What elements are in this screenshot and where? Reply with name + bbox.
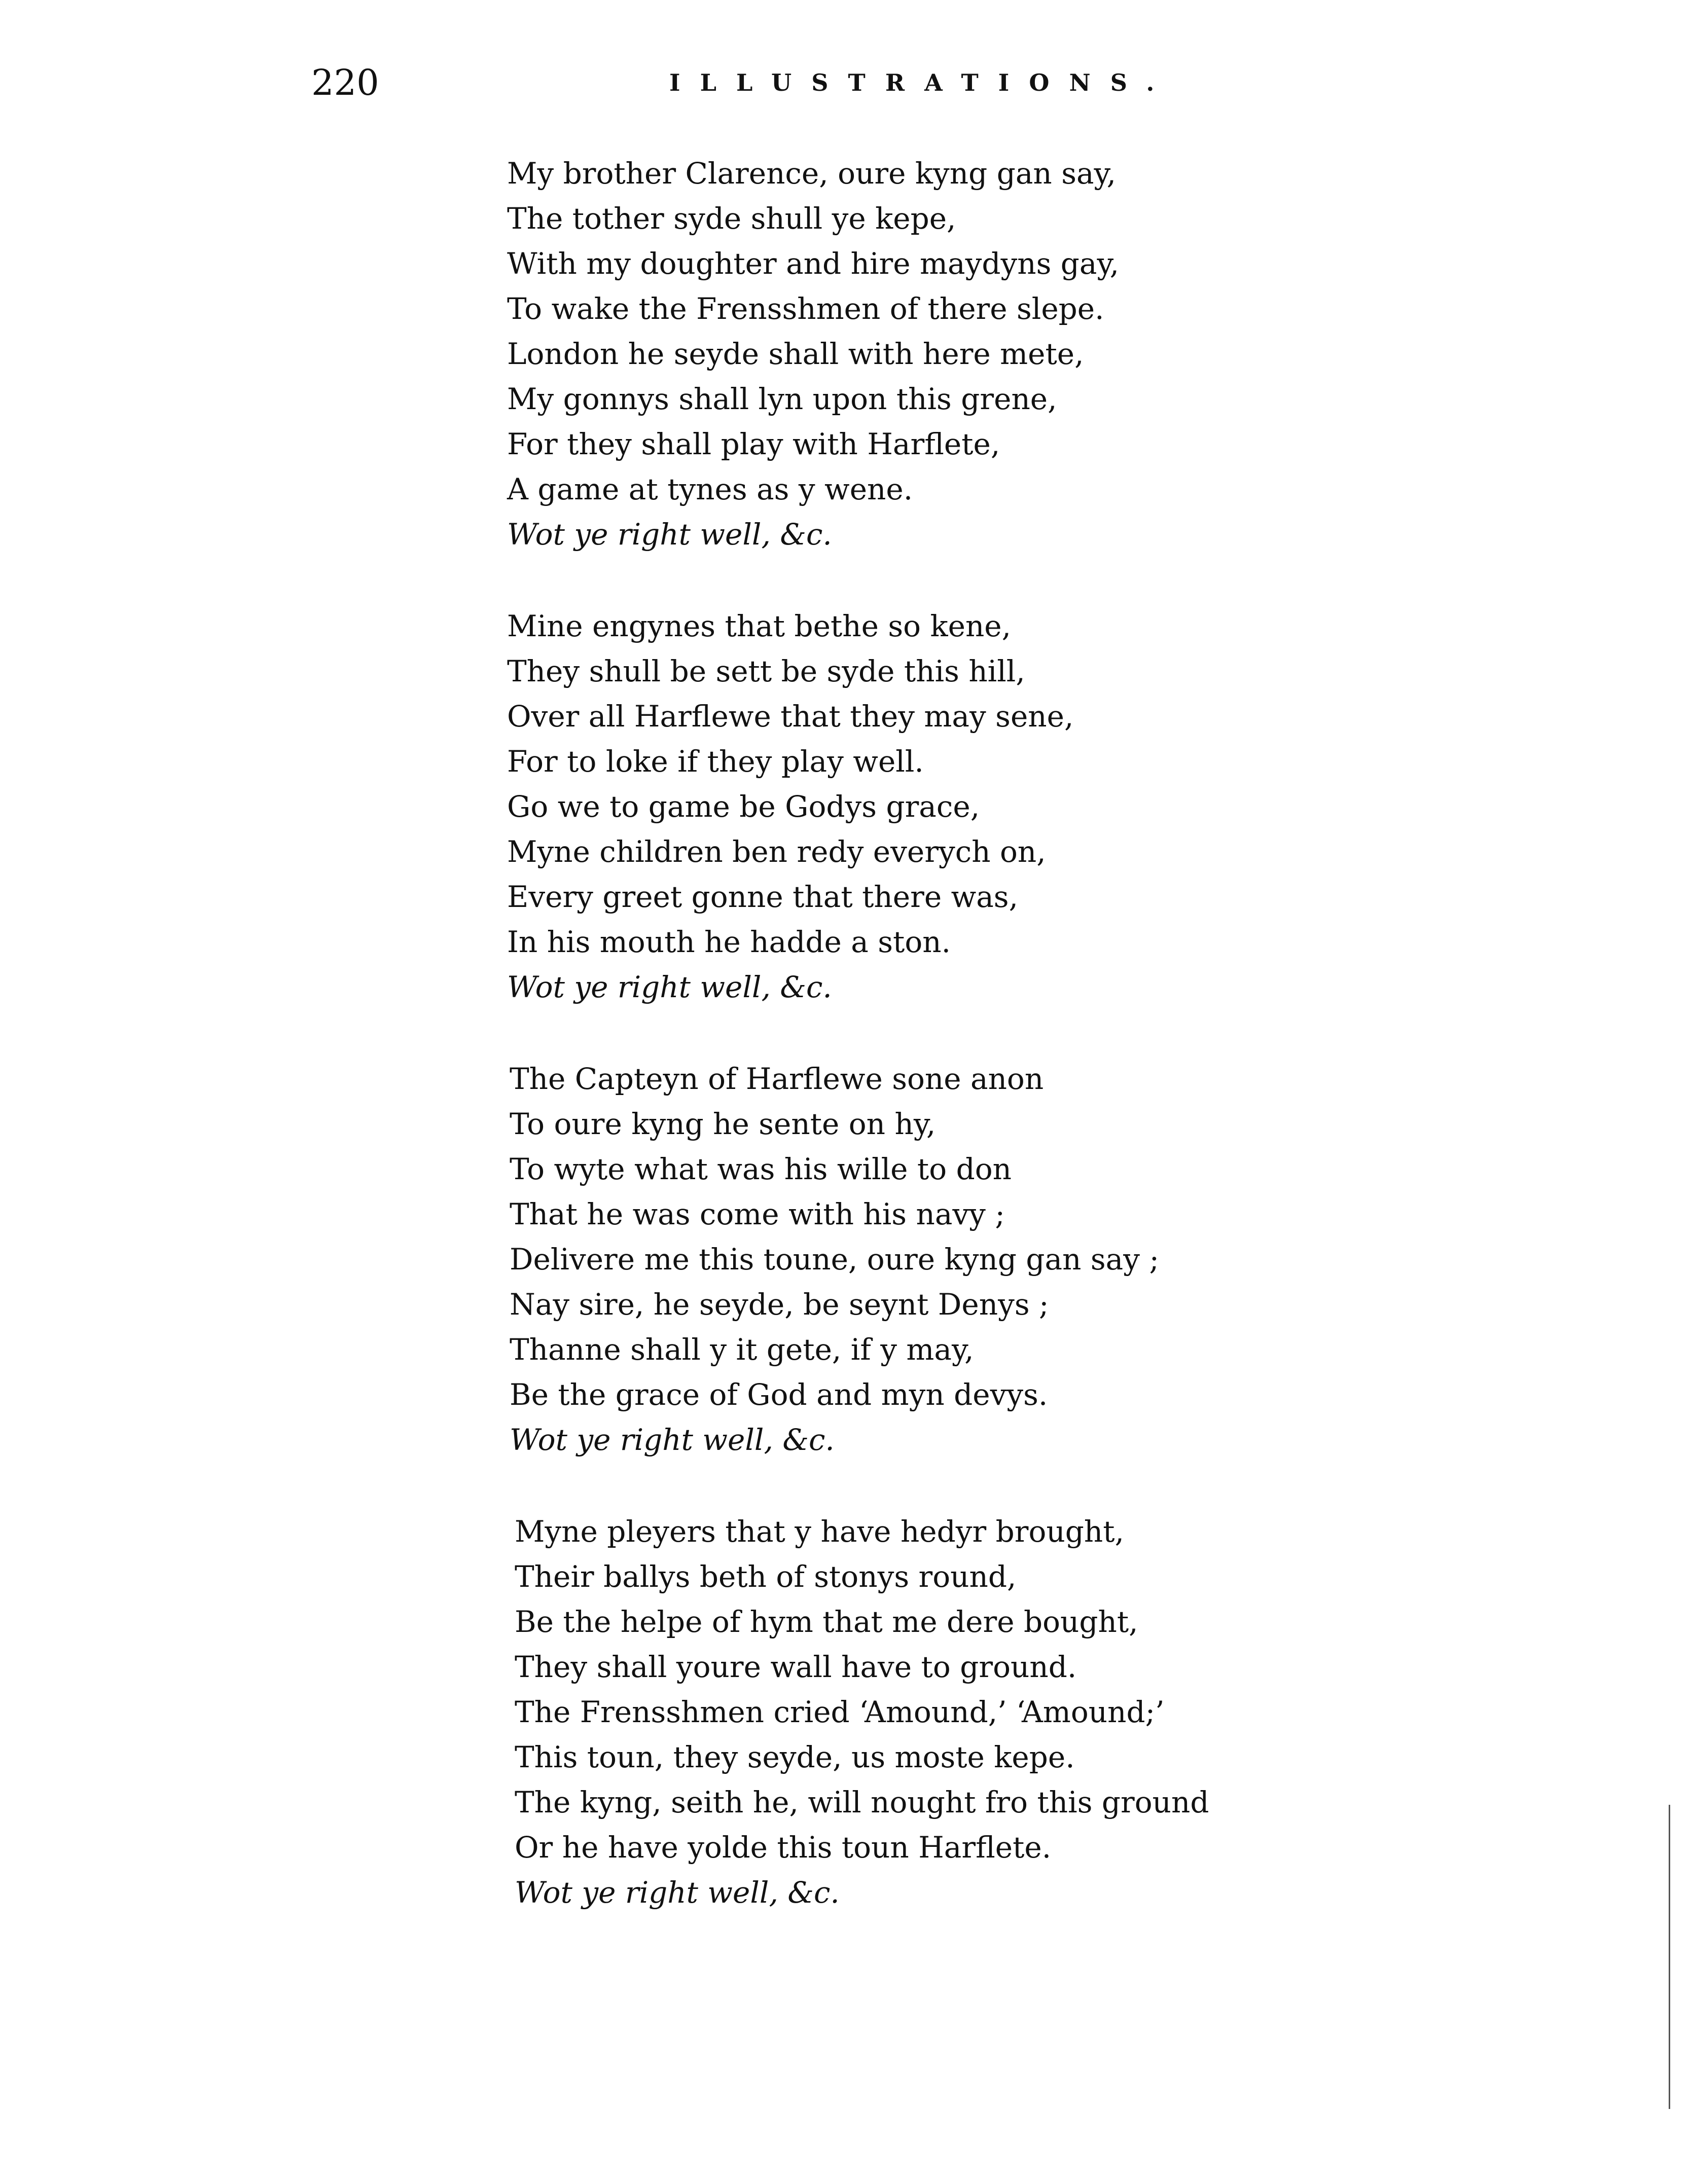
verse-line: Nay sire, he seyde, be seynt Denys ;	[510, 1287, 1049, 1322]
verse-line: That he was come with his navy ;	[510, 1197, 1005, 1231]
verse-line: To wyte what was his wille to don	[510, 1152, 1012, 1186]
verse-line: Delivere me this toune, oure kyng gan say ;	[510, 1242, 1159, 1277]
stanza-3	[510, 1057, 1692, 1463]
verse-line: The Frensshmen cried ‘Amound,’ ‘Amound;’	[515, 1695, 1165, 1729]
refrain-line: Wot ye right well, &c.	[507, 517, 832, 552]
page-number: 220	[311, 62, 379, 103]
verse-line: This toun, they seyde, us moste kepe.	[515, 1740, 1075, 1774]
verse-line: In his mouth he hadde a ston.	[507, 925, 951, 959]
refrain-line: Wot ye right well, &c.	[510, 1423, 835, 1457]
verse-line: The Capteyn of Harflewe sone anon	[510, 1062, 1044, 1096]
verse-line: The tother syde shull ye kepe,	[507, 201, 956, 236]
verse-line: My brother Clarence, oure kyng gan say,	[507, 156, 1117, 191]
verse-line: Myne pleyers that y have hedyr brought,	[515, 1514, 1125, 1549]
verse-line: They shull be sett be syde this hill,	[507, 654, 1025, 688]
verse-line: Over all Harflewe that they may sene,	[507, 699, 1074, 734]
verse-line: For they shall play with Harflete,	[507, 427, 1000, 461]
verse-line: Be the helpe of hym that me dere bought,	[515, 1605, 1138, 1639]
verse-line: To oure kyng he sente on hy,	[510, 1107, 936, 1141]
verse-line: Mine engynes that bethe so kene,	[507, 609, 1012, 643]
verse-line: They shall youre wall have to ground.	[515, 1650, 1077, 1684]
verse-line: Or he have yolde this toun Harflete.	[515, 1830, 1052, 1865]
poem	[0, 151, 1692, 1962]
verse-line: Myne children ben redy everych on,	[507, 834, 1046, 869]
verse-line: Go we to game be Godys grace,	[507, 789, 980, 824]
verse-line: London he seyde shall with here mete,	[507, 337, 1084, 371]
verse-line: The kyng, seith he, will nought fro this ground	[515, 1785, 1209, 1819]
verse-line: To wake the Frensshmen of there slepe.	[507, 292, 1104, 326]
verse-line: Thanne shall y it gete, if y may,	[510, 1332, 974, 1367]
refrain-line: Wot ye right well, &c.	[507, 970, 832, 1004]
verse-line: Be the grace of God and myn devys.	[510, 1377, 1048, 1412]
stanza-2	[507, 604, 1692, 1010]
running-title: ILLUSTRATIONS.	[669, 69, 1174, 96]
verse-line: Every greet gonne that there was,	[507, 880, 1019, 914]
verse-line: For to loke if they play well.	[507, 744, 924, 779]
verse-line: My gonnys shall lyn upon this grene,	[507, 382, 1057, 416]
stanza-4	[515, 1509, 1692, 1915]
page-edge-line	[1669, 1805, 1670, 2109]
verse-line: With my doughter and hire maydyns gay,	[507, 246, 1120, 281]
verse-line: A game at tynes as y wene.	[507, 472, 913, 506]
verse-line: Their ballys beth of stonys round,	[515, 1559, 1017, 1594]
stanza-1	[507, 151, 1692, 557]
page-header	[0, 55, 1692, 111]
refrain-line: Wot ye right well, &c.	[515, 1875, 840, 1910]
